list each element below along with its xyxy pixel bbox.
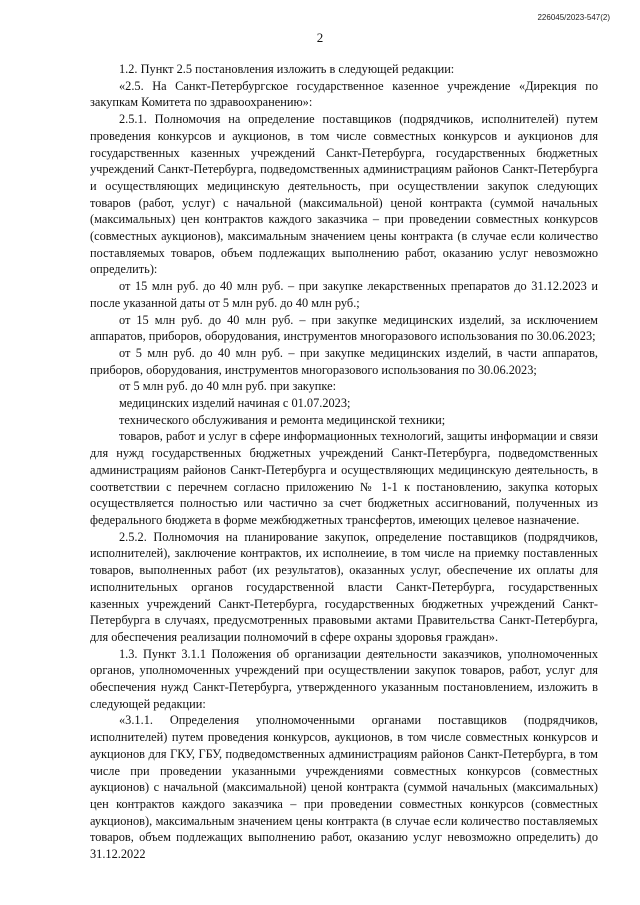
paragraph-medical-devices-from-date: медицинских изделий начиная с 01.07.2023; bbox=[119, 396, 351, 411]
paragraph-medical-apparatus-threshold: от 5 млн руб. до 40 млн руб. – при закупке медицинских изделий, в части аппаратов, приборов, оборудования, инструментов многоразового использования по 30.06.2023; bbox=[90, 345, 598, 377]
paragraph-medical-devices-threshold: от 15 млн руб. до 40 млн руб. – при закупке медицинских изделий, за исключением аппаратов, приборов, оборудования, инструментов многоразового использования по 30.06.2023; bbox=[90, 312, 598, 344]
paragraph-item-1-2: 1.2. Пункт 2.5 постановления изложить в следующей редакции: bbox=[119, 62, 455, 76]
paragraph-it-goods: товаров, работ и услуг в сфере информационных технологий, защиты информации и связи для нужд государственных бюджетных учреждений Санкт-Петербурга, подведомственных администрациям районов Санкт-Петербурга и осуществляющих медицинскую деятельность, в соответствии с перечнем согласно приложению № 1-1 к постановлению, закупка которых осуществляется полностью или частично за счет бюджетных ассигнований, полученных из федерального бюджета в форме межбюджетных трансфертов, имеющих целевое назначение. bbox=[90, 429, 598, 527]
page-number: 2 bbox=[316, 30, 324, 45]
paragraph-maintenance: технического обслуживания и ремонта медицинской техники; bbox=[119, 412, 446, 427]
paragraph-drugs-threshold: от 15 млн руб. до 40 млн руб. – при закупке лекарственных препаратов до 31.12.2023 и после указанной даты от 5 млн руб. до 40 млн руб.; bbox=[90, 279, 598, 310]
paragraph-item-2-5: «2.5. На Санкт-Петербургское государственное казенное учреждение «Дирекция по закупкам Комитета по здравоохранению»: bbox=[90, 78, 598, 110]
paragraph-item-1-3: 1.3. Пункт 3.1.1 Положения об организации деятельности заказчиков, уполномоченных органов, уполномоченных учреждений при осуществлении закупок товаров, работ, услуг для обеспечения нужд Санкт-Петербурга, утвержденного указанным постановлением, изложить в следующей редакции: bbox=[90, 646, 598, 711]
paragraph-procurement-list-intro: от 5 млн руб. до 40 млн руб. при закупке: bbox=[119, 379, 337, 394]
paragraph-item-3-1-1: «3.1.1. Определения уполномоченными органами поставщиков (подрядчиков, исполнителей) путем проведения конкурсов, аукционов, в том числе совместных конкурсов и аукционов для ГКУ, ГБУ, подведомственных администрациям районов Санкт-Петербурга, в том числе при проведении указанными учреждениями совместных конкурсов (совместных аукционов) с начальной (максимальной) ценой контракта (суммой начальных (максимальных) цен контрактов каждого заказчика – при проведении совместных конкурсов (совместных аукционов), максимальным значением цены контракта (в случае если количество поставляемых товаров, объем подлежащих выполнению работ, оказанию услуг невозможно определить) до 31.12.2022 bbox=[90, 713, 598, 862]
document-body bbox=[90, 61, 598, 863]
paragraph-item-2-5-2: 2.5.2. Полномочия на планирование закупок, определение поставщиков (подрядчиков, исполнителей), заключение контрактов, их исполнеиие, в том числе на приемку поставленных товаров, выполненных работ (их результатов), оказанных услуг, обеспечение их оплаты для исполнительных органов государственной власти Санкт-Петербурга, государственных казенных учреждений Санкт-Петербурга, государственных бюджетных учреждений Санкт-Петербурга в случаях, предусмотренных правовыми актами Правительства Санкт-Петербурга, для обеспечения реализации полномочий в сфере охраны здоровья граждан». bbox=[90, 529, 598, 644]
document-reference-code: 226045/2023-547(2) bbox=[537, 13, 610, 22]
paragraph-item-2-5-1: 2.5.1. Полномочия на определение поставщиков (подрядчиков, исполнителей) путем проведения конкурсов и аукционов, в том числе совместных конкурсов и аукционов для государственных казенных учреждений Санкт-Петербурга, государственных бюджетных учреждений Санкт-Петербурга, подведомственных администрациям районов Санкт-Петербурга и осуществляющих медицинскую деятельность, при осуществлении закупок следующих товаров (работ, услуг) с начальной (максимальной) ценой контракта (суммой начальных (максимальных) цен контрактов каждого заказчика – при проведении совместных конкурсов (совместных аукционов), максимальным значением цены контракта (в случае если количество поставляемых товаров, объем подлежащих выполнению работ, оказанию услуг невозможно определить): bbox=[90, 112, 598, 277]
